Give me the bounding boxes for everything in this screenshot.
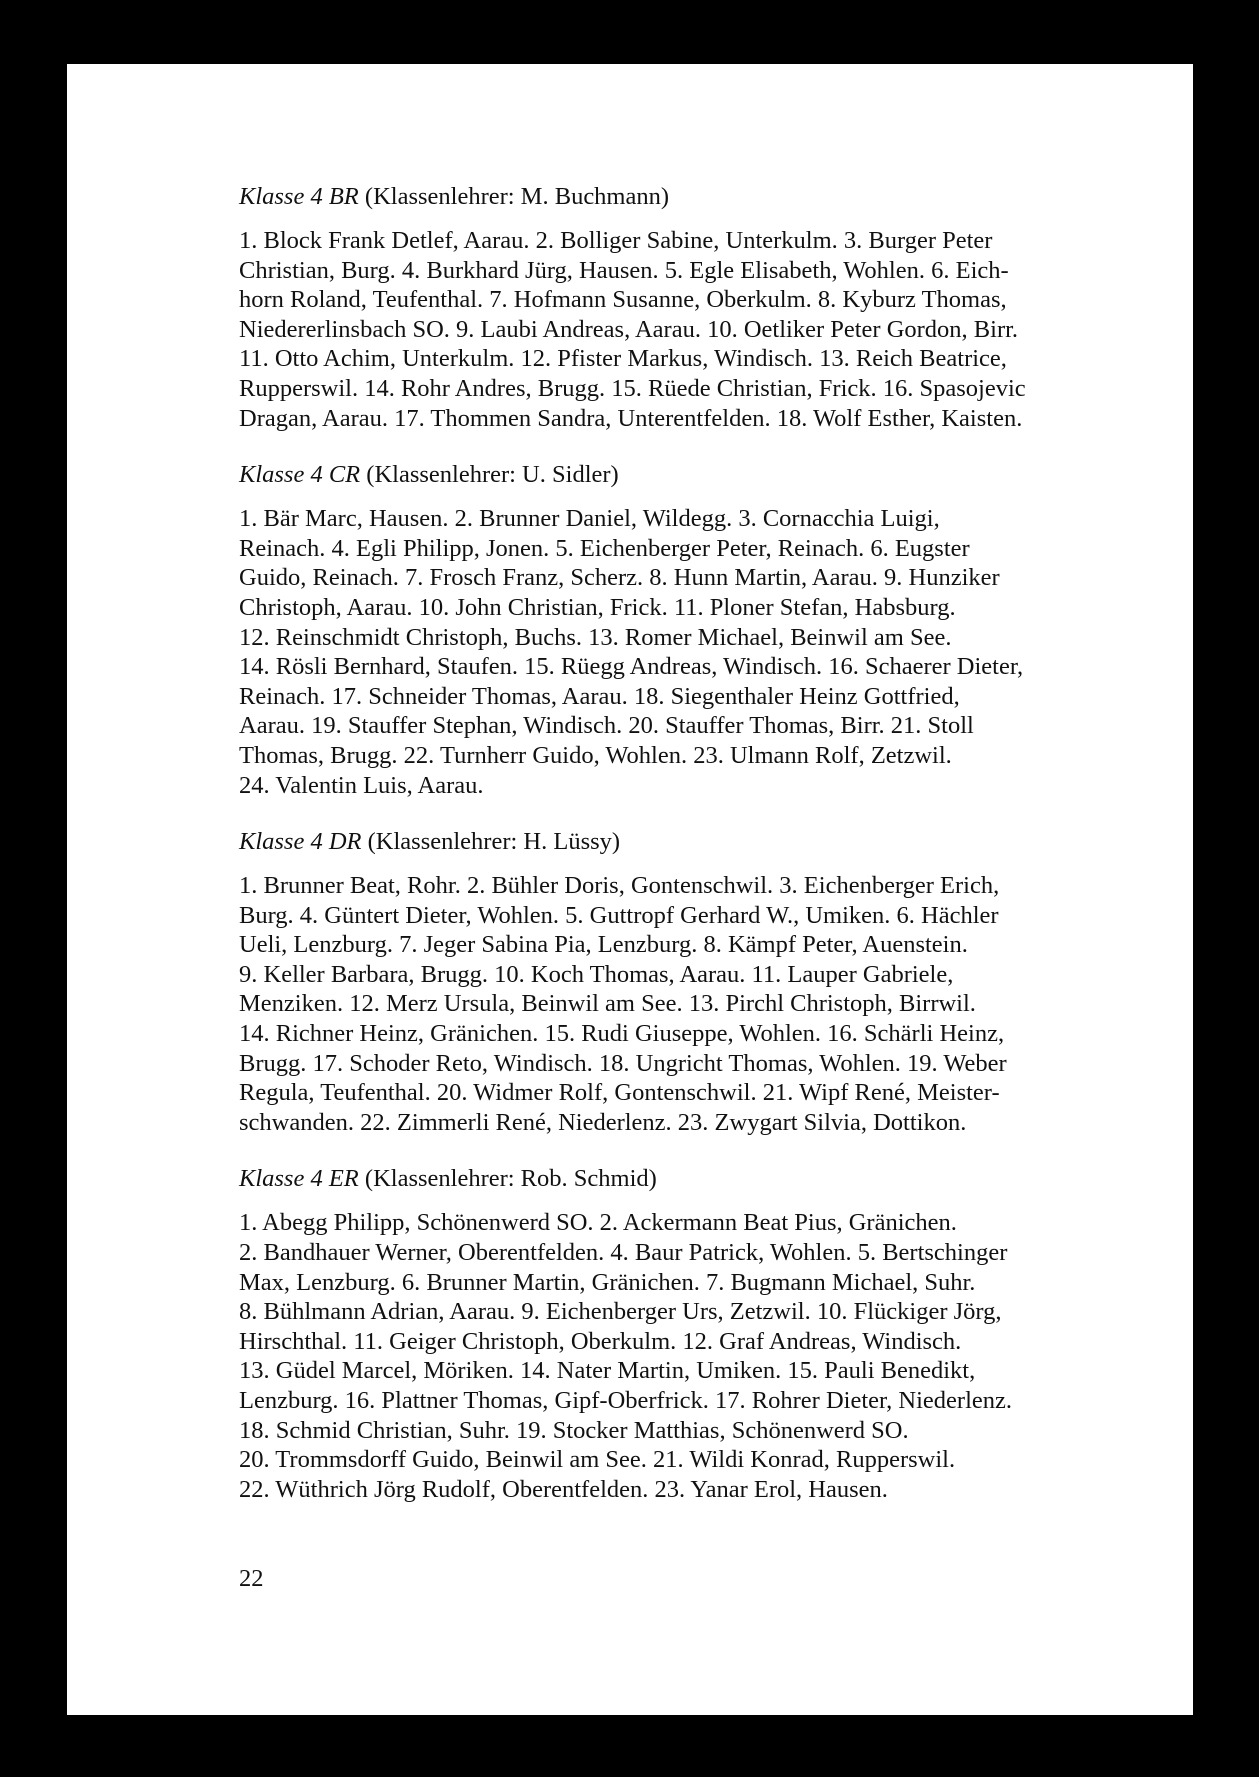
student-line: 12. Reinschmidt Christoph, Buchs. 13. Romer Michael, Beinwil am See. (239, 623, 952, 651)
student-line: Aarau. 19. Stauffer Stephan, Windisch. 20. Stauffer Thomas, Birr. 21. Stoll (239, 712, 974, 740)
class-heading (239, 1164, 1129, 1194)
student-line: Menziken. 12. Merz Ursula, Beinwil am See. 13. Pirchl Christoph, Birrwil. (239, 990, 976, 1018)
student-line: Burg. 4. Güntert Dieter, Wohlen. 5. Guttropf Gerhard W., Umiken. 6. Hächler (239, 901, 999, 929)
class-section-4cr (239, 460, 1129, 800)
student-line: Brugg. 17. Schoder Reto, Windisch. 18. Ungricht Thomas, Wohlen. 19. Weber (239, 1049, 1007, 1077)
student-list (239, 504, 1129, 800)
student-line: Christian, Burg. 4. Burkhard Jürg, Hausen. 5. Egle Elisabeth, Wohlen. 6. Eich- (239, 256, 1009, 284)
student-line: 9. Keller Barbara, Brugg. 10. Koch Thomas, Aarau. 11. Lauper Gabriele, (239, 960, 954, 988)
student-line: 14. Rösli Bernhard, Staufen. 15. Rüegg Andreas, Windisch. 16. Schaerer Dieter, (239, 653, 1024, 681)
student-line: schwanden. 22. Zimmerli René, Niederlenz. 23. Zwygart Silvia, Dottikon. (239, 1108, 967, 1136)
student-line: 1. Bär Marc, Hausen. 2. Brunner Daniel, Wildegg. 3. Cornacchia Luigi, (239, 505, 940, 533)
student-line: Hirschthal. 11. Geiger Christoph, Oberkulm. 12. Graf Andreas, Windisch. (239, 1327, 962, 1355)
class-lists (239, 182, 1129, 1531)
student-line: Regula, Teufenthal. 20. Widmer Rolf, Gontenschwil. 21. Wipf René, Meister- (239, 1079, 1000, 1107)
student-line: 1. Brunner Beat, Rohr. 2. Bühler Doris, Gontenschwil. 3. Eichenberger Erich, (239, 872, 1000, 900)
student-line: Reinach. 17. Schneider Thomas, Aarau. 18. Siegenthaler Heinz Gottfried, (239, 682, 960, 710)
student-line: 11. Otto Achim, Unterkulm. 12. Pfister Markus, Windisch. 13. Reich Beatrice, (239, 345, 1007, 373)
student-line: Guido, Reinach. 7. Frosch Franz, Scherz. 8. Hunn Martin, Aarau. 9. Hunziker (239, 564, 1000, 592)
teacher-label: (Klassenlehrer: U. Sidler) (360, 461, 619, 489)
class-section-4br (239, 182, 1129, 433)
teacher-label: (Klassenlehrer: M. Buchmann) (358, 183, 670, 210)
student-line: 20. Trommsdorff Guido, Beinwil am See. 21. Wildi Konrad, Rupperswil. (239, 1446, 956, 1474)
student-list (239, 226, 1129, 433)
student-line: 22. Wüthrich Jörg Rudolf, Oberentfelden. 23. Yanar Erol, Hausen. (239, 1475, 888, 1503)
class-label: Klasse 4 ER (239, 1165, 359, 1193)
class-heading (239, 460, 1129, 490)
class-heading (239, 182, 1129, 212)
student-line: 14. Richner Heinz, Gränichen. 15. Rudi Giuseppe, Wohlen. 16. Schärli Heinz, (239, 1020, 1005, 1048)
student-line: 2. Bandhauer Werner, Oberentfelden. 4. Baur Patrick, Wohlen. 5. Bertschinger (239, 1239, 1008, 1267)
student-line: Niedererlinsbach SO. 9. Laubi Andreas, Aarau. 10. Oetliker Peter Gordon, Birr. (239, 315, 1019, 343)
student-line: 18. Schmid Christian, Suhr. 19. Stocker Matthias, Schönenwerd SO. (239, 1416, 909, 1444)
student-line: Reinach. 4. Egli Philipp, Jonen. 5. Eichenberger Peter, Reinach. 6. Eugster (239, 534, 970, 562)
student-line: 24. Valentin Luis, Aarau. (239, 771, 484, 799)
document-page (67, 64, 1193, 1715)
student-line: 8. Bühlmann Adrian, Aarau. 9. Eichenberger Urs, Zetzwil. 10. Flückiger Jörg, (239, 1298, 1002, 1326)
student-line: Lenzburg. 16. Plattner Thomas, Gipf-Oberfrick. 17. Rohrer Dieter, Niederlenz. (239, 1387, 1013, 1414)
student-list (239, 1208, 1129, 1504)
student-line: Max, Lenzburg. 6. Brunner Martin, Gränichen. 7. Bugmann Michael, Suhr. (239, 1268, 976, 1296)
class-label: Klasse 4 CR (239, 461, 361, 489)
teacher-label: (Klassenlehrer: H. Lüssy) (361, 828, 621, 856)
page-number: 22 (239, 1565, 264, 1592)
class-label: Klasse 4 DR (239, 828, 362, 856)
class-label: Klasse 4 BR (239, 183, 359, 210)
teacher-label: (Klassenlehrer: Rob. Schmid) (358, 1165, 657, 1193)
student-line: Christoph, Aarau. 10. John Christian, Frick. 11. Ploner Stefan, Habsburg. (239, 593, 956, 621)
student-line: 1. Block Frank Detlef, Aarau. 2. Bolliger Sabine, Unterkulm. 3. Burger Peter (239, 227, 993, 254)
class-section-4dr (239, 827, 1129, 1137)
student-line: 13. Güdel Marcel, Möriken. 14. Nater Martin, Umiken. 15. Pauli Benedikt, (239, 1357, 976, 1385)
class-section-4er (239, 1164, 1129, 1504)
student-line: Thomas, Brugg. 22. Turnherr Guido, Wohlen. 23. Ulmann Rolf, Zetzwil. (239, 741, 952, 769)
class-heading (239, 827, 1129, 857)
student-line: Rupperswil. 14. Rohr Andres, Brugg. 15. Rüede Christian, Frick. 16. Spasojevic (239, 374, 1026, 402)
student-line: Ueli, Lenzburg. 7. Jeger Sabina Pia, Lenzburg. 8. Kämpf Peter, Auenstein. (239, 931, 968, 959)
student-line: 1. Abegg Philipp, Schönenwerd SO. 2. Ackermann Beat Pius, Gränichen. (239, 1209, 957, 1237)
student-line: Dragan, Aarau. 17. Thommen Sandra, Unterentfelden. 18. Wolf Esther, Kaisten. (239, 404, 1023, 432)
student-list (239, 871, 1129, 1137)
student-line: horn Roland, Teufenthal. 7. Hofmann Susanne, Oberkulm. 8. Kyburz Thomas, (239, 286, 1007, 314)
